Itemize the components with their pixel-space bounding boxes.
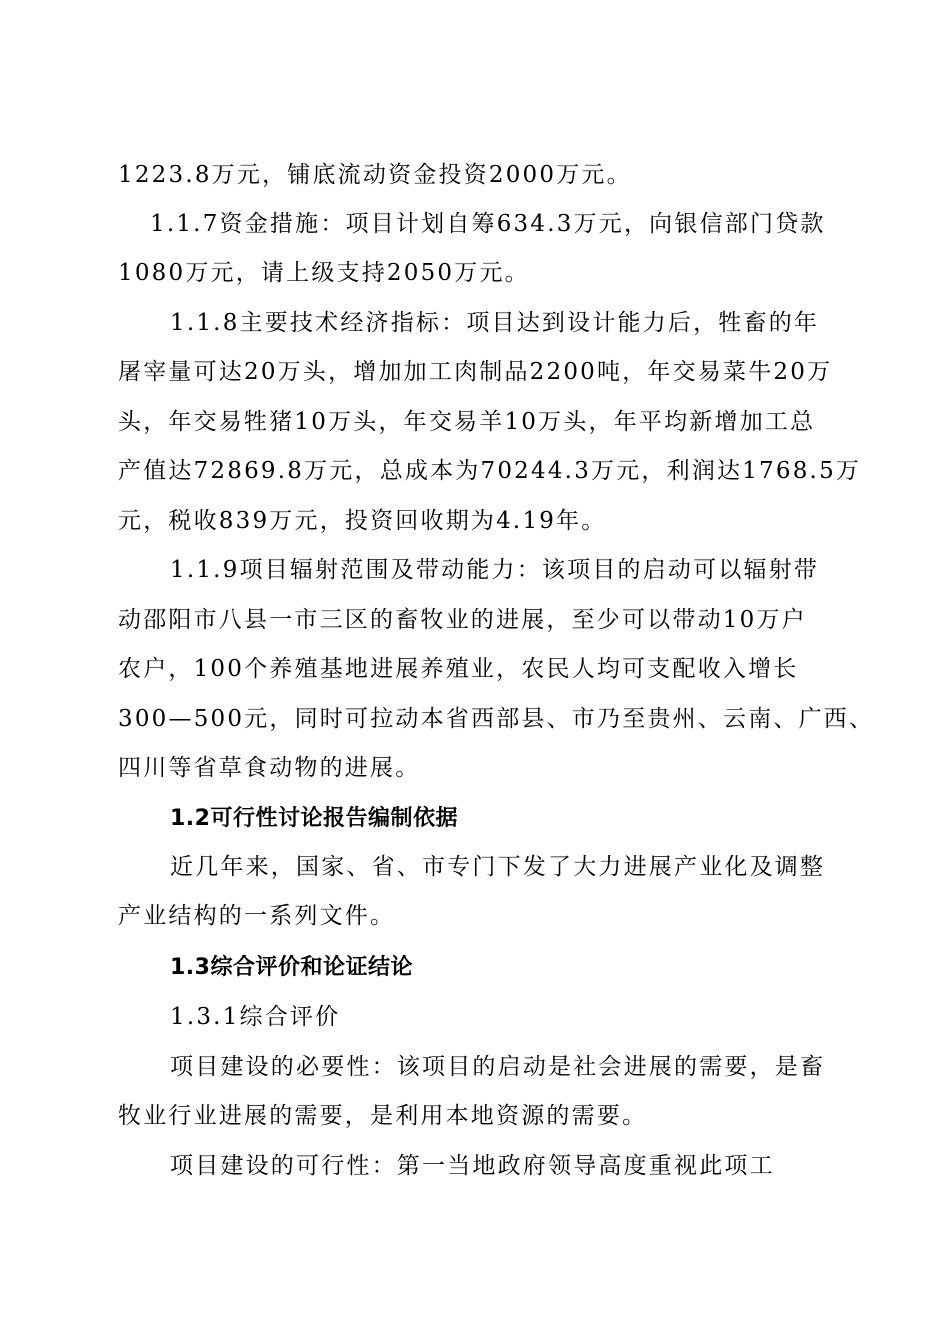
text-line: 农户，100个养殖基地进展养殖业，农民人均可支配收入增长 [118,656,799,682]
text-line: 产业结构的一系列文件。 [118,903,396,929]
text-line: 四川等省草食动物的进展。 [118,755,421,781]
text-line: 1.1.8主要技术经济指标：项目达到设计能力后，牲畜的年 [170,310,820,336]
text-line: 1.1.7资金措施：项目计划自筹634.3万元，向银信部门贷款 [150,211,826,237]
subsection-heading: 1.3.1综合评价 [170,1004,341,1030]
text-line: 动邵阳市八县一市三区的畜牧业的进展，至少可以带动10万户 [118,607,807,633]
text-line: 屠宰量可达20万头，增加加工肉制品2200吨，年交易菜牛20万 [118,359,833,385]
text-line: 1.1.9项目辐射范围及带动能力：该项目的启动可以辐射带 [170,557,820,583]
text-line: 项目建设的可行性：第一当地政府领导高度重视此项工 [170,1153,775,1179]
section-heading: 1.3综合评价和论证结论 [170,955,413,980]
text-line: 产值达72869.8万元，总成本为70244.3万元，利润达1768.5万 [118,458,862,484]
text-line: 1080万元，请上级支持2050万元。 [118,260,530,286]
text-line: 1223.8万元，铺底流动资金投资2000万元。 [118,162,632,188]
text-line: 300—500元，同时可拉动本省西部县、市乃至贵州、云南、广西、 [118,706,875,732]
text-line: 近几年来，国家、省、市专门下发了大力进展产业化及调整 [170,854,826,880]
text-line: 牧业行业进展的需要，是利用本地资源的需要。 [118,1103,648,1129]
text-line: 头，年交易牲猪10万头，年交易羊10万头，年平均新增加工总 [118,409,816,435]
text-line: 元，税收839万元，投资回收期为4.19年。 [118,508,607,534]
section-heading: 1.2可行性讨论报告编制依据 [170,806,458,831]
text-line: 项目建设的必要性：该项目的启动是社会进展的需要，是畜 [170,1054,826,1080]
